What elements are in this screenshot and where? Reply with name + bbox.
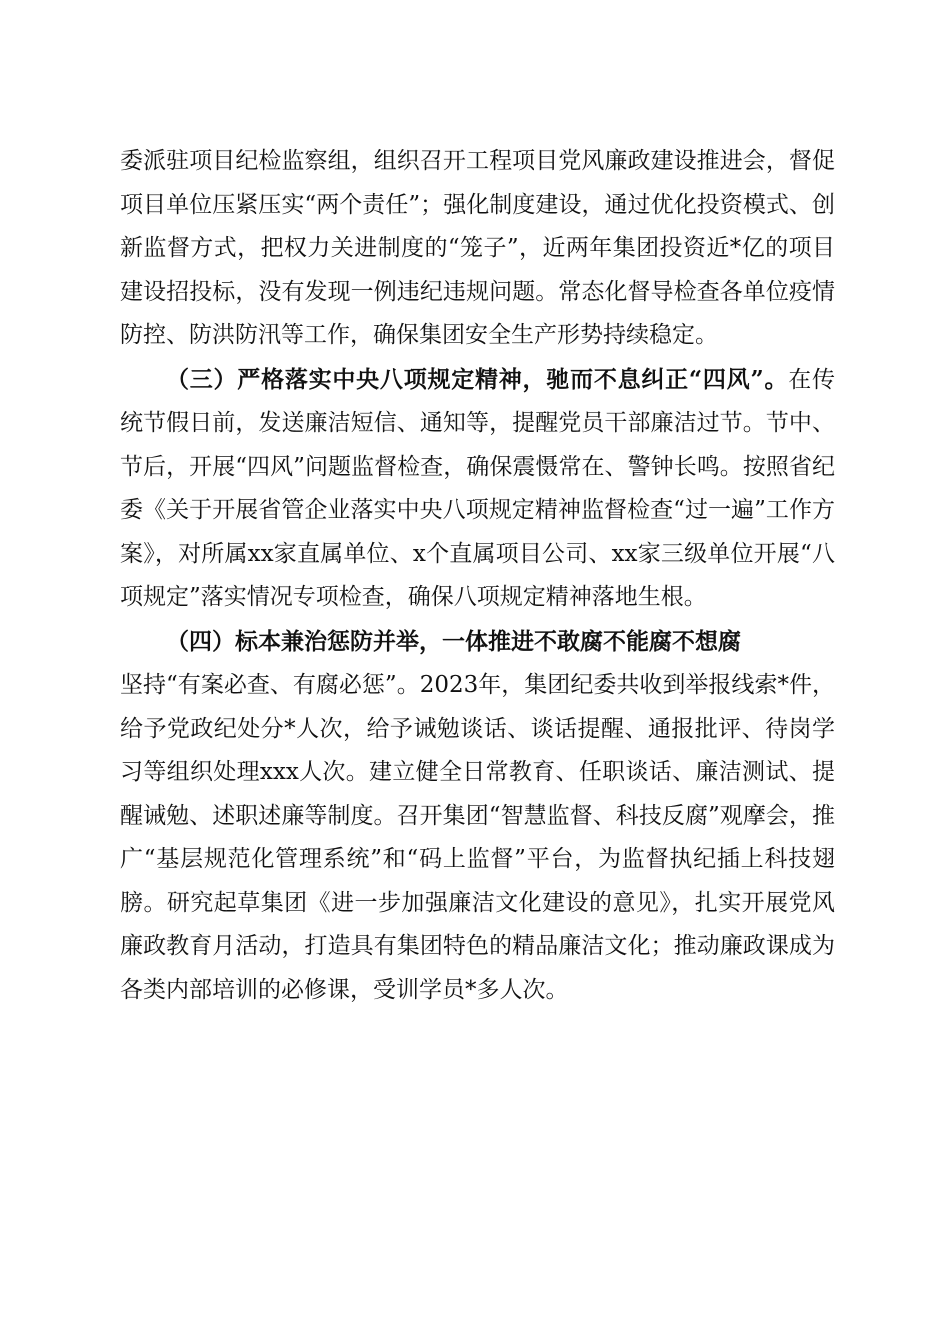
section-4-body: 坚持“有案必查、有腐必惩”。2023年，集团纪委共收到举报线索*件，给予党政纪处分*人次，给予诫勉谈话、谈话提醒、通报批评、待岗学习等组织处理xxx人次。建立健全日常教育、任职谈话、廉洁测试、提醒诫勉、述职述廉等制度。召开集团“智慧监督、科技反腐”观摩会，推广“基层规范化管理系统”和“码上监督”平台，为监督执纪插上科技翅膀。研究起草集团《进一步加强廉洁文化建设的意见》，扎实开展党风廉政教育月活动，打造具有集团特色的精品廉洁文化；推动廉政课成为各类内部培训的必修课，受训学员*多人次。 [120, 672, 835, 1003]
section-4-heading-line [120, 620, 835, 665]
section-3-body: 在传统节假日前，发送廉洁短信、通知等，提醒党员干部廉洁过节。节中、节后，开展“四风”问题监督检查，确保震慑常在、警钟长鸣。按照省纪委《关于开展省管企业落实中央八项规定精神监督检查“过一遍”工作方案》，对所属xx家直属单位、x个直属项目公司、xx家三级单位开展“八项规定”落实情况专项检查，确保八项规定精神落地生根。 [120, 366, 836, 610]
paragraph-continuation: 委派驻项目纪检监察组，组织召开工程项目党风廉政建设推进会，督促项目单位压紧压实“两个责任”；强化制度建设，通过优化投资模式、创新监督方式，把权力关进制度的“笼子”，近两年集团投资近*亿的项目建设招投标，没有发现一例违纪违规问题。常态化督导检查各单位疫情防控、防洪防汛等工作，确保集团安全生产形势持续稳定。 [120, 148, 835, 348]
section-4-heading: （四）标本兼治惩防并举，一体推进不敢腐不能腐不想腐 [166, 627, 741, 655]
document-body [120, 140, 835, 1012]
section-3-paragraph [120, 358, 835, 620]
section-3-heading: （三）严格落实中央八项规定精神，驰而不息纠正“四风”。 [166, 365, 789, 393]
